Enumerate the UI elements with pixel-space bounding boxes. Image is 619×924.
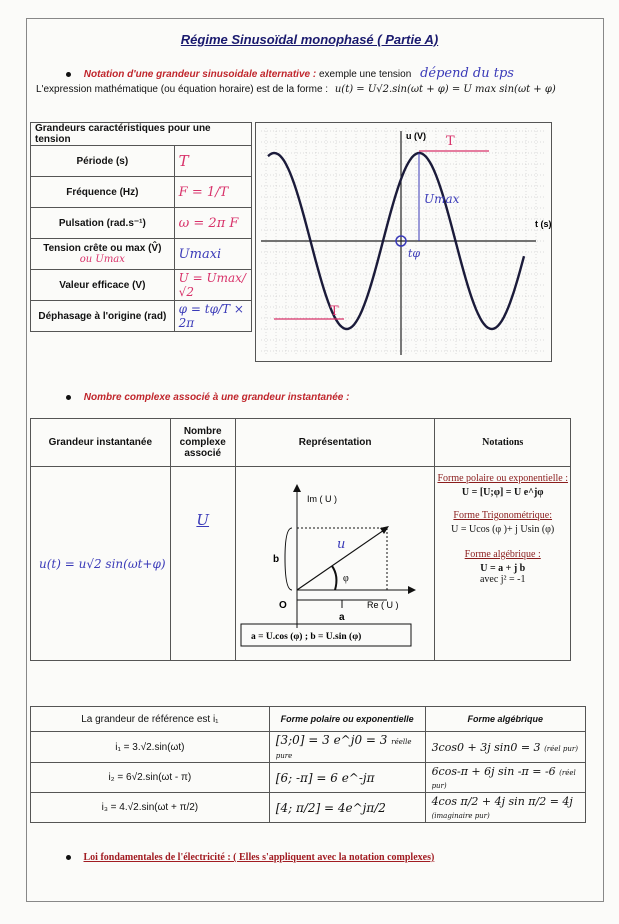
u-label: u (336, 537, 346, 552)
footer-line (66, 852, 434, 863)
instant-cell (31, 467, 171, 661)
sine-graph-svg (256, 123, 551, 361)
phasor-diagram (237, 468, 427, 656)
row-value: F = 1/T (174, 177, 251, 208)
polar-value: [3;0] = 3 e^j0 = 3 (275, 733, 388, 747)
a-label: a (338, 612, 345, 623)
row-value: U = Umax/√2 (174, 270, 251, 301)
trig-title: Forme Trigonométrique: (453, 510, 553, 521)
origin-label: O (278, 600, 287, 611)
reference-table (30, 706, 586, 823)
alg-note: (réel pur) (544, 744, 578, 753)
row-value: Umaxi (174, 239, 251, 270)
row-label: Pulsation (rad.s⁻¹) (31, 208, 175, 239)
complex-value: U (196, 511, 210, 529)
instant-value: u(t) = u√2 sin(ωt+φ) (39, 556, 166, 571)
graph-ylabel: u (V) (406, 131, 426, 141)
polar-cell (269, 732, 425, 763)
im-label: Im ( U ) (306, 494, 337, 504)
polar-value: [4; π/2] = 4e^jπ/2 (275, 800, 386, 815)
alg-formula: U = a + j b (480, 563, 526, 574)
polar-title: Forme polaire ou exponentielle : (437, 473, 568, 484)
row-label: Valeur efficace (V) (31, 270, 175, 301)
page-title: Régime Sinusoïdal monophasé ( Partie A) (180, 32, 439, 47)
notations-cell (435, 467, 571, 661)
polar-value: [6; -π] = 6 e^-jπ (275, 770, 375, 785)
alg-title: Forme algébrique : (464, 549, 541, 560)
umax-label: Umax (424, 192, 460, 206)
bullet-icon (66, 72, 71, 77)
notation-line (66, 66, 514, 81)
re-label: Re ( U ) (366, 600, 399, 610)
complex-heading-line (66, 392, 349, 403)
expression-line (36, 84, 556, 95)
row-value: T (174, 146, 251, 177)
table-row (31, 763, 586, 793)
characteristics-table (30, 122, 252, 332)
polar-cell (269, 793, 425, 823)
ref-cell: i₃ = 4.√2.sin(ωt + π/2) (31, 793, 270, 823)
alg-value: 3cos0 + 3j sin0 = 3 (431, 740, 541, 754)
col-instant: Grandeur instantanée (31, 419, 171, 467)
col-repr: Représentation (235, 419, 435, 467)
alg-note: (imaginaire pur) (431, 811, 490, 820)
polar-formula: U = [U;φ] = U e^jφ (461, 487, 544, 498)
col-alg: Forme algébrique (425, 707, 585, 732)
row-label (31, 239, 175, 270)
period-label-top: T (446, 134, 455, 149)
notation-heading: Notation d'une grandeur sinusoidale alternative : (83, 69, 317, 80)
col-polar: Forme polaire ou exponentielle (269, 707, 425, 732)
row-label-sub: ou Umax (79, 254, 125, 265)
complex-cell (170, 467, 235, 661)
alg-cell (425, 763, 585, 793)
re-arrow-icon (408, 586, 416, 594)
row-value: ω = 2π F (174, 208, 251, 239)
alg-value: 4cos π/2 + 4j sin π/2 = 4j (431, 794, 573, 808)
expression-formula: u(t) = U√2.sin(ωt + φ) = U max sin(ωt + φ) (334, 84, 556, 95)
alg-cell (425, 732, 585, 763)
table-row (31, 793, 586, 823)
expression-prefix: L'expression mathématique (ou équation horaire) est de la forme : (36, 84, 329, 95)
footer-text: Loi fondamentales de l'électricité : ( Elles s'appliquent avec la notation complexes) (83, 852, 435, 863)
characteristics-header: Grandeurs caractéristiques pour une tension (31, 123, 252, 146)
repr-cell (235, 467, 435, 661)
im-arrow-icon (293, 484, 301, 492)
graph-xlabel: t (s) (535, 219, 551, 229)
phi-label: φ (342, 573, 349, 584)
col-notations: Notations (435, 419, 571, 467)
col-ref: La grandeur de référence est i₁ (31, 707, 270, 732)
formula-ab: a = U.cos (φ) ; b = U.sin (φ) (250, 632, 362, 642)
notation-example: exemple une tension (318, 69, 412, 80)
complex-heading: Nombre complexe associé à une grandeur instantanée : (83, 392, 350, 403)
row-value: φ = tφ/T × 2π (174, 301, 251, 332)
polar-cell (269, 763, 425, 793)
alg-cell (425, 793, 585, 823)
bullet-icon (66, 395, 71, 400)
row-label: Fréquence (Hz) (31, 177, 175, 208)
alg-value: 6cos-π + 6j sin -π = -6 (431, 764, 556, 778)
polar-note: réelle pure (275, 738, 412, 760)
brace-b (285, 528, 292, 590)
trig-formula: U = Ucos (φ )+ j Usin (φ) (451, 524, 555, 535)
complex-table (30, 418, 571, 661)
row-label: Période (s) (31, 146, 175, 177)
ref-cell: i₂ = 6√2.sin(ωt - π) (31, 763, 270, 793)
phasor-arrow-icon (380, 526, 389, 534)
alg-note: avec j² = -1 (479, 574, 526, 585)
col-complex: Nombre complexe associé (170, 419, 235, 467)
sine-graph (255, 122, 552, 362)
ref-cell: i₁ = 3.√2.sin(ωt) (31, 732, 270, 763)
tphi-label: tφ (408, 247, 421, 260)
alg-note: (réel pur) (431, 768, 576, 790)
period-label-bottom: T (330, 304, 339, 319)
bullet-icon (66, 855, 71, 860)
angle-arc (332, 566, 336, 590)
b-label: b (272, 554, 279, 565)
row-label-main: Tension crête ou max (V̂) (43, 243, 162, 254)
row-label: Déphasage à l'origine (rad) (31, 301, 175, 332)
table-row (31, 732, 586, 763)
notation-handnote: dépend du tps (420, 66, 514, 81)
